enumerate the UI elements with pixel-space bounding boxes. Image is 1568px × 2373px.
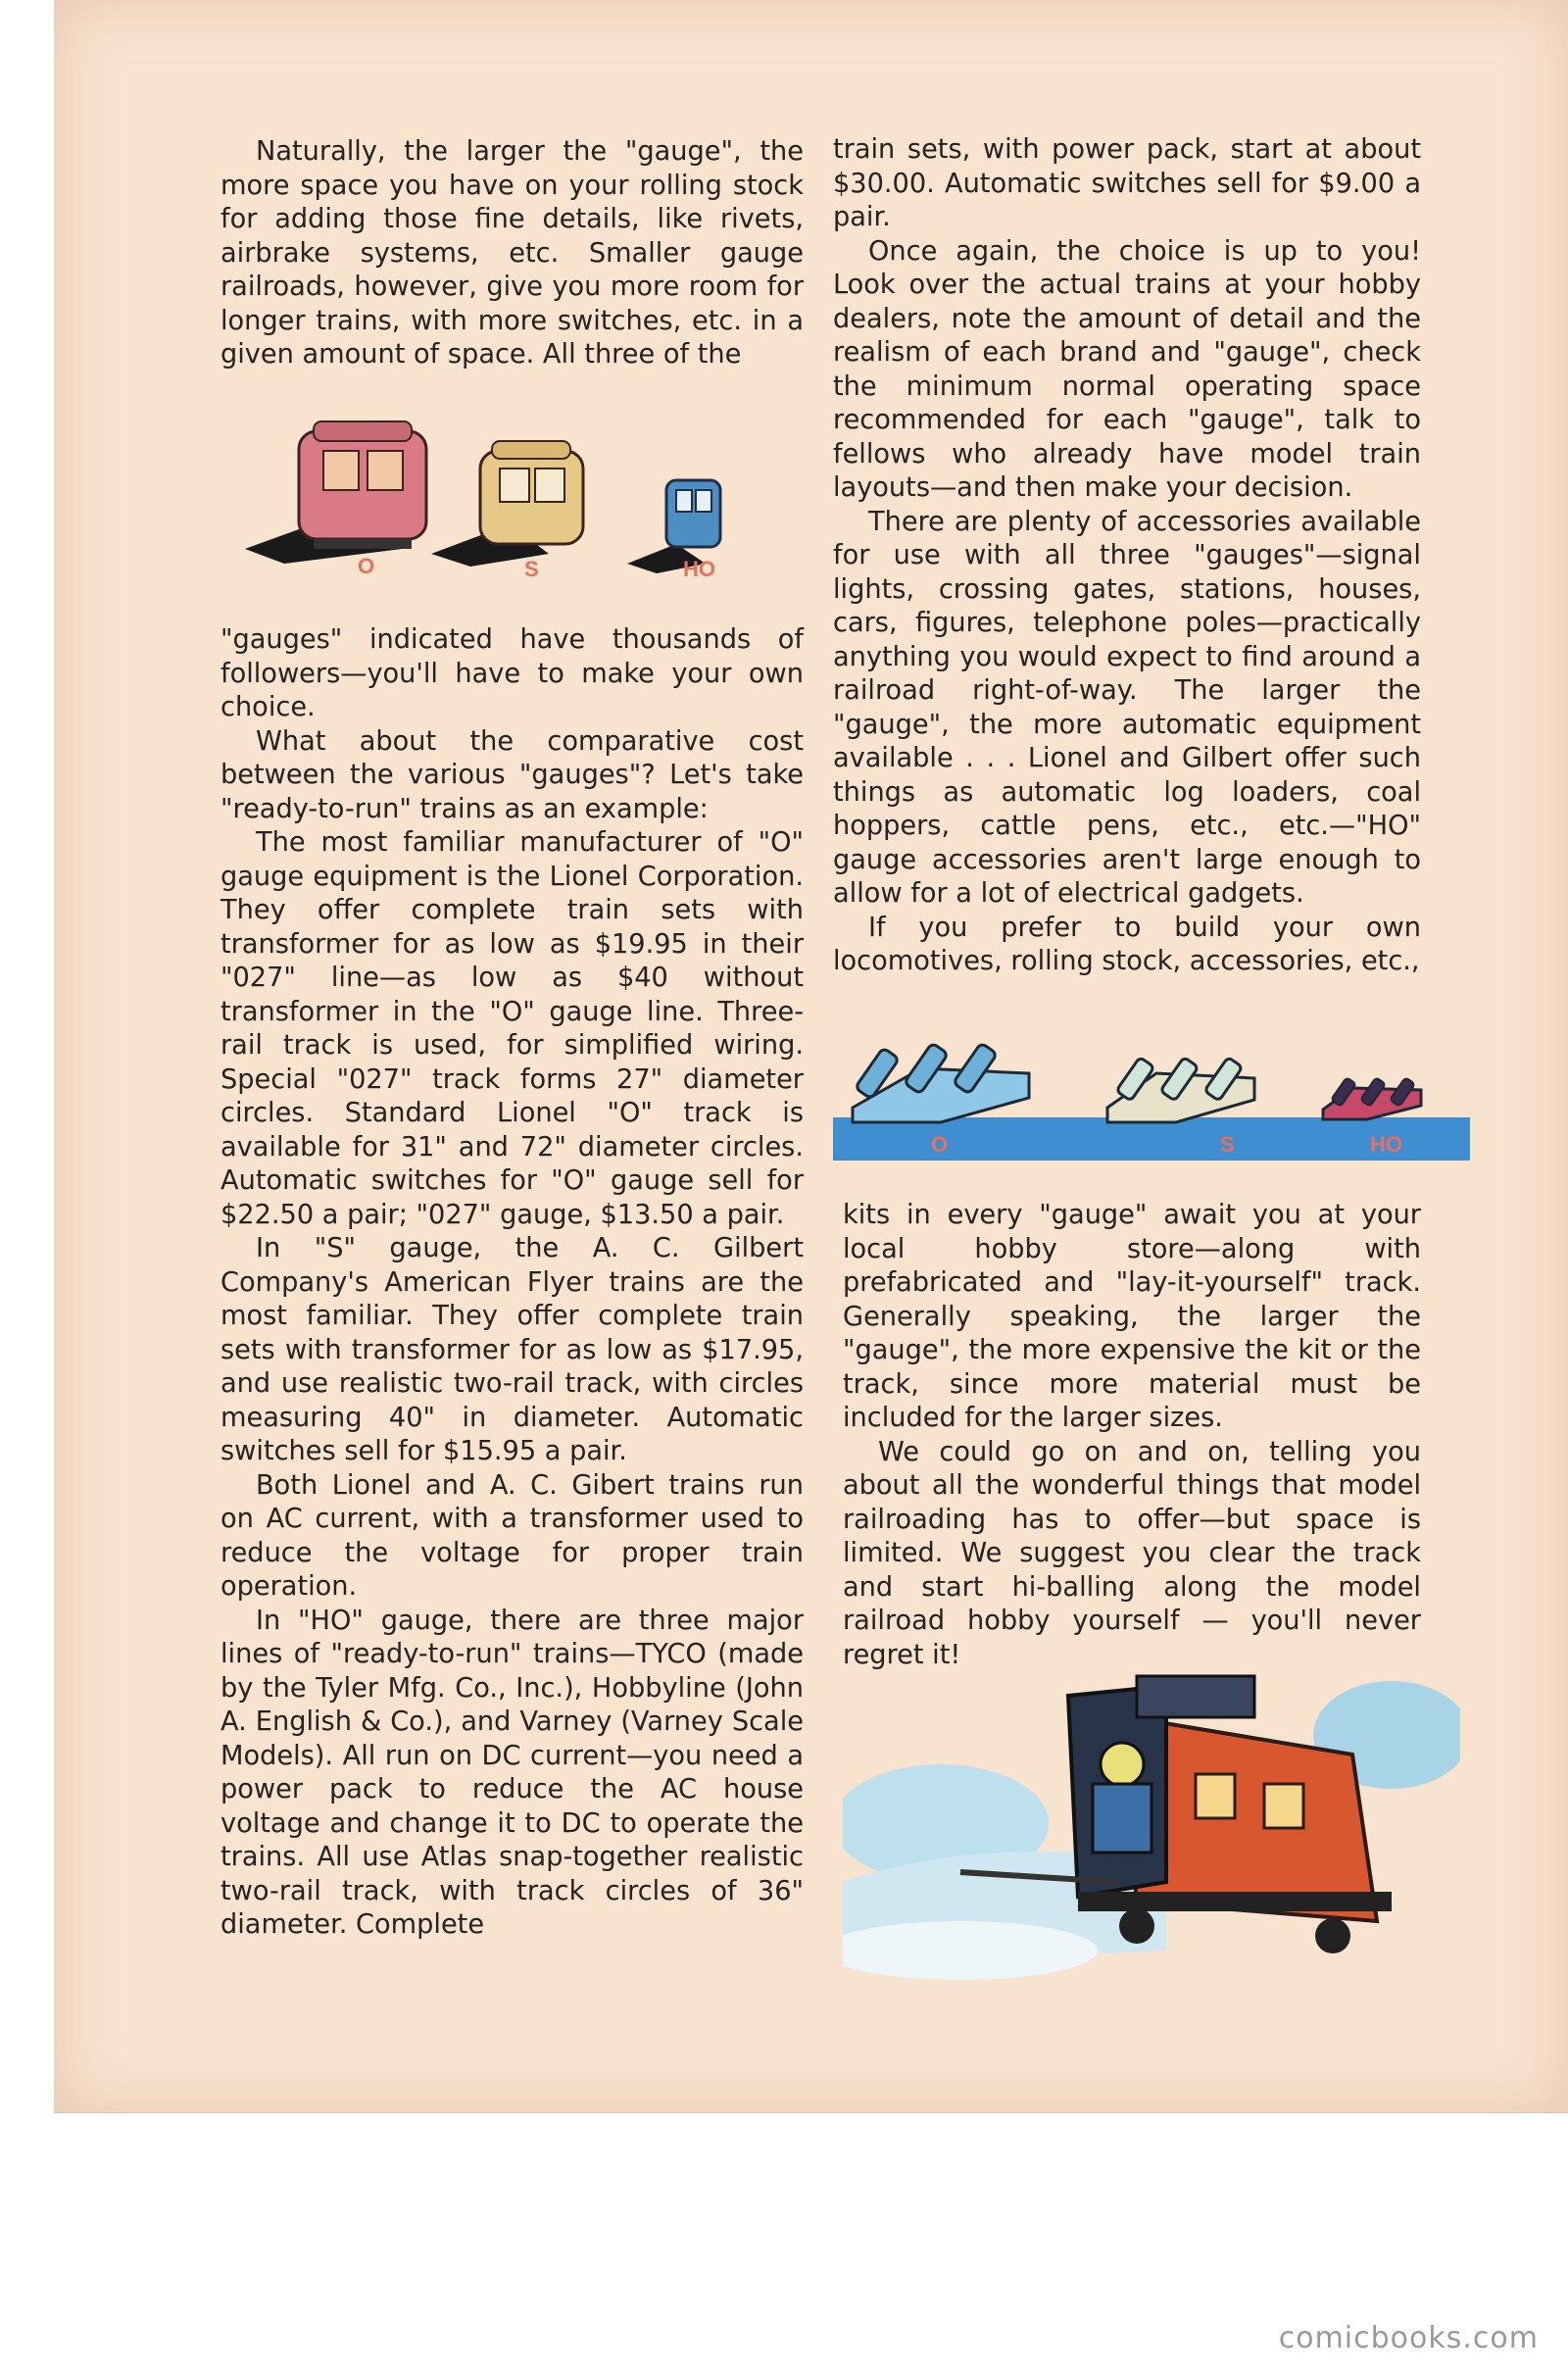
left-paragraph-3: What about the comparative cost between the various "gauges"? Let's take "ready-to-run" trains as an example: — [220, 725, 804, 824]
left-column — [220, 135, 804, 372]
gauge-label-o: O — [358, 554, 375, 578]
right-column-continued — [843, 1199, 1421, 1672]
left-paragraph-2: "gauges" indicated have thousands of followers—you'll have to make your own choice. — [220, 624, 804, 722]
gauge-label-ho: HO — [683, 557, 715, 581]
left-column-continued — [220, 623, 804, 1943]
right-paragraph-3: There are plenty of accessories available for use with all three "gauges"—signal lights, crossing gates, stations, houses, cars, figures, telephone poles—practically anything you would expect to find around a railroad right-of-way. The larger the "gauge", the more automatic equipment available . . . Lionel and Gilbert offer such things as automatic log loaders, coal hoppers, cattle pens, etc., etc.—"HO" gauge accessories aren't large enough to allow for a lot of electrical gadgets. — [833, 506, 1421, 909]
gauge-label-s: S — [524, 557, 539, 581]
watermark: comicbooks.com — [1278, 2321, 1539, 2355]
left-paragraph-1: Naturally, the larger the "gauge", the more space you have on your rolling stock for adding those fine details, like rivets, airbrake systems, etc. Smaller gauge railroads, however, give you more room for longer trains, with more switches, etc. in a given amount of space. All three of the — [220, 136, 804, 370]
right-paragraph-1: train sets, with power pack, start at about $30.00. Automatic switches sell for $9.00 a pair. — [833, 134, 1421, 232]
gauge-switches-illustration — [833, 1029, 1470, 1196]
right-paragraph-2: Once again, the choice is up to you! Look over the actual trains at your hobby dealers, note the amount of detail and the realism of each brand and "gauge", check the minimum normal operating space recommended for each "gauge", talk to fellows who already have model train layouts—and then make your decision. — [833, 235, 1421, 503]
right-column — [833, 133, 1421, 979]
right-paragraph-4: If you prefer to build your own locomotives, rolling stock, accessories, etc., — [833, 912, 1421, 976]
gauge-cars-illustration — [245, 392, 794, 598]
left-paragraph-4: The most familiar manufacturer of "O" gauge equipment is the Lionel Corporation. They offer complete train sets with transformer for as low as $19.95 in their "027" line—as low as $40 without transformer in the "O" gauge line. Three-rail track is used, for simplified wiring. Special "027" track forms 27" diameter circles. Standard Lionel "O" track is available for 31" and 72" diameter circles. Automatic switches for "O" gauge sell for $22.50 a pair; "027" gauge, $13.50 a pair. — [220, 827, 804, 1230]
right-paragraph-5: kits in every "gauge" await you at your local hobby store—along with prefabricated and "lay-it-yourself" track. Generally speaking, the larger the "gauge", the more expensive the kit or the track, since more material must be included for the larger sizes. — [843, 1200, 1421, 1433]
right-paragraph-6: We could go on and on, telling you about all the wonderful things that model railroading has to offer—but space is limited. We suggest you clear the track and start hi-balling along the model railroad hobby yourself — you'll never regret it! — [843, 1436, 1421, 1670]
left-paragraph-7: In "HO" gauge, there are three major lines of "ready-to-run" trains—TYCO (made by the Tyler Mfg. Co., Inc.), Hobbyline (John A. English & Co.), and Varney (Varney Scale Models). All run on DC current—you need a power pack to reduce the AC house voltage and change it to DC to operate the trains. All use Atlas snap-together realistic two-rail track, with track circles of 36" diameter. Complete — [220, 1605, 804, 1940]
left-paragraph-5: In "S" gauge, the A. C. Gilbert Company's American Flyer trains are the most familiar. They offer complete train sets with transformer for as low as $17.95, and use realistic two-rail track, with circles measuring 40" in diameter. Automatic switches sell for $15.95 a pair. — [220, 1233, 804, 1466]
switch-label-o: O — [931, 1132, 949, 1157]
switch-label-ho: HO — [1370, 1132, 1402, 1157]
left-paragraph-6: Both Lionel and A. C. Gibert trains run on AC current, with a transformer used to reduce the voltage for proper train operation. — [220, 1469, 804, 1602]
switch-label-s: S — [1220, 1132, 1235, 1157]
caboose-illustration — [843, 1656, 1460, 1980]
